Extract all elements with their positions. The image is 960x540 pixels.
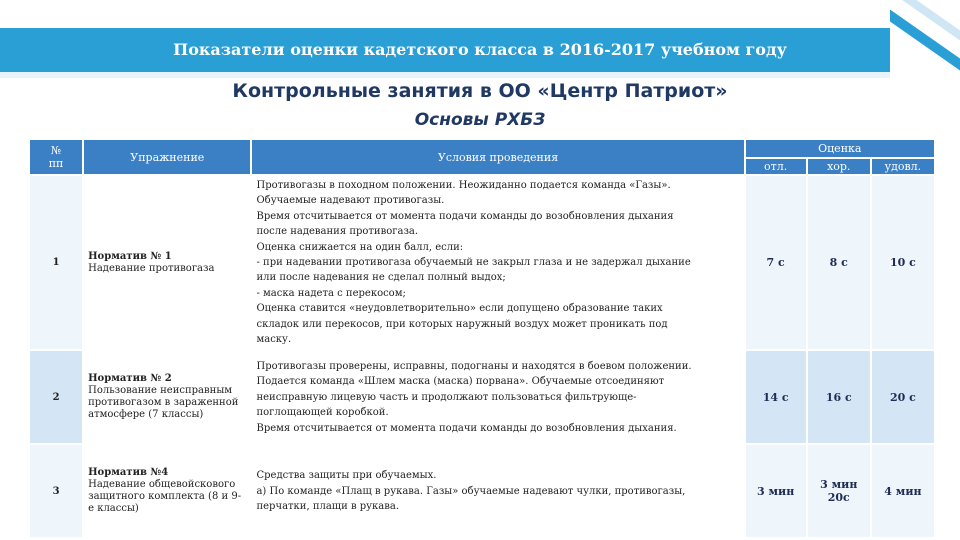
condition-line: Обучаемые надевают противогазы. — [256, 195, 445, 207]
grade-good-line1: 3 мин — [820, 478, 858, 492]
exercise-desc: Надевание общевойскового защитного комплекта (8 и 9-е классы) — [88, 479, 242, 515]
condition-line: Время отсчитывается от момента подачи команды до возобновления дыхания. — [256, 422, 677, 434]
row-number: 3 — [30, 445, 82, 537]
condition-line: или после надевания не сделал полный выдох; — [256, 272, 506, 284]
exercise-cell — [84, 445, 250, 537]
condition-line: Оценка ставится «неудовлетворительно» если допущено образование таких — [256, 303, 663, 315]
condition-line: Противогазы в походном положении. Неожиданно подается команда «Газы». — [256, 180, 671, 191]
exercise-title: Норматив № 1 — [88, 250, 172, 262]
condition-line: - маска надета с перекосом; — [256, 287, 406, 299]
condition-line: перчатки, плащи в рукава. — [256, 501, 400, 513]
table-row — [30, 351, 934, 443]
condition-line: Подается команда «Шлем маска (маска) порвана». Обучаемые отсоединяют — [256, 376, 665, 388]
condition-line: Средства защиты при обучаемых. — [256, 470, 437, 482]
row-number: 1 — [30, 176, 82, 349]
header-good: хор. — [808, 159, 870, 174]
grade-satisfactory: 4 мин — [872, 445, 934, 537]
row-number: 2 — [30, 351, 82, 443]
banner-title: Показатели оценки кадетского класса в 2016-2017 учебном году — [173, 40, 787, 59]
condition-line: Противогазы проверены, исправны, подогнаны и находятся в боевом положении. — [256, 360, 692, 372]
exercise-cell — [84, 351, 250, 443]
condition-line: неисправную лицевую часть и продолжают пользоваться фильтрующе- — [256, 391, 637, 403]
grade-good: 8 с — [808, 176, 870, 349]
condition-line: Оценка снижается на один балл, если: — [256, 241, 464, 253]
section-title: Основы РХБЗ — [414, 110, 546, 130]
grade-excellent: 3 мин — [746, 445, 806, 537]
condition-line: маску. — [256, 334, 292, 346]
grade-excellent: 14 с — [746, 351, 806, 443]
header-exercise: Упражнение — [84, 140, 250, 174]
header-conditions: Условия проведения — [252, 140, 743, 174]
header-grade: Оценка — [746, 140, 934, 157]
header-num-line1: № — [50, 144, 62, 157]
header-num — [30, 140, 82, 174]
exercise-desc: Надевание противогаза — [88, 262, 215, 274]
exercise-cell — [84, 176, 250, 349]
grade-satisfactory: 10 с — [872, 176, 934, 349]
conditions-cell — [252, 176, 743, 349]
exercise-title: Норматив №4 — [88, 467, 169, 479]
header-satisfactory: удовл. — [872, 159, 934, 174]
grade-good: 16 с — [808, 351, 870, 443]
condition-line: - при надевании противогаза обучаемый не закрыл глаза и не задержал дыхание — [256, 257, 691, 269]
grade-excellent: 7 с — [746, 176, 806, 349]
table-row — [30, 445, 934, 537]
page-subtitle: Контрольные занятия в ОО «Центр Патриот» — [232, 80, 728, 102]
exercise-title: Норматив № 2 — [88, 373, 172, 385]
grade-good-line2: 20с — [827, 491, 850, 505]
norms-table — [28, 138, 936, 539]
table-row — [30, 176, 934, 349]
grade-satisfactory: 20 с — [872, 351, 934, 443]
conditions-cell — [252, 351, 743, 443]
condition-line: Время отсчитывается от момента подачи команды до возобновления дыхания — [256, 210, 674, 222]
condition-line: складок или перекосов, при которых наружный воздух может проникать под — [256, 318, 668, 330]
banner-underline — [0, 72, 960, 78]
condition-line: а) По команде «Плащ в рукава. Газы» обучаемые надевают чулки, противогазы, — [256, 485, 686, 497]
exercise-desc: Пользование неисправным противогазом в зараженной атмосфере (7 классы) — [88, 385, 239, 421]
condition-line: после надевания противогаза. — [256, 226, 419, 238]
grade-good — [808, 445, 870, 537]
condition-line: поглощающей коробкой. — [256, 407, 389, 419]
conditions-cell — [252, 445, 743, 537]
header-excellent: отл. — [746, 159, 806, 174]
header-num-line2: пп — [48, 157, 64, 170]
